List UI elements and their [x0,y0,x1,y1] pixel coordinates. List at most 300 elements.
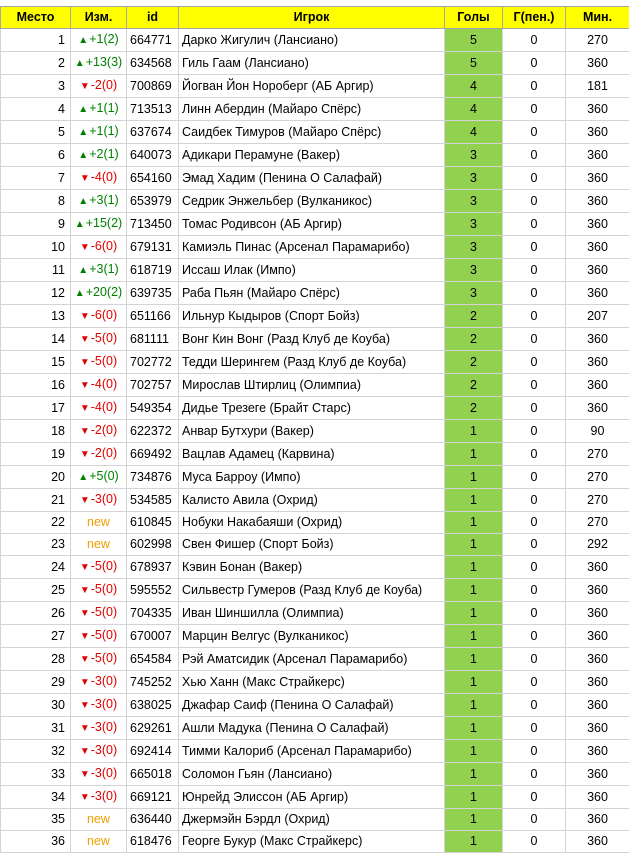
arrow-up-icon: ▲ [78,35,88,46]
id-cell[interactable]: 678937 [127,556,179,579]
player-cell[interactable]: Раба Пьян (Майаро Спёрс) [179,282,445,305]
change-value: -5(0) [91,651,117,665]
id-cell[interactable]: 618476 [127,831,179,853]
change-cell[interactable] [71,236,127,259]
header-id[interactable]: id [127,7,179,29]
player-cell[interactable]: Саидбек Тимуров (Майаро Спёрс) [179,121,445,144]
id-cell[interactable]: 639735 [127,282,179,305]
id-cell[interactable]: 713513 [127,98,179,121]
rank-cell[interactable]: 3 [1,75,71,98]
player-cell[interactable]: Свен Фишер (Спорт Бойз) [179,534,445,556]
change-value: +1(1) [89,101,119,115]
rank-cell[interactable]: 1 [1,29,71,52]
change-value: -5(0) [91,605,117,619]
id-cell[interactable]: 602998 [127,534,179,556]
player-cell[interactable]: Марцин Велгус (Вулканикос) [179,625,445,648]
goals-cell[interactable]: 1 [445,466,503,489]
header-row [1,7,629,29]
penalty-goals-cell[interactable]: 0 [503,282,566,305]
player-cell[interactable]: Камиэль Пинас (Арсенал Парамарибо) [179,236,445,259]
minutes-cell[interactable]: 360 [566,282,629,305]
goals-cell[interactable]: 4 [445,98,503,121]
change-cell[interactable] [71,671,127,694]
rank-cell[interactable]: 34 [1,786,71,809]
goals-cell[interactable]: 1 [445,717,503,740]
goals-cell[interactable]: 2 [445,351,503,374]
penalty-goals-cell[interactable]: 0 [503,648,566,671]
penalty-goals-cell[interactable]: 0 [503,397,566,420]
goals-cell[interactable]: 2 [445,305,503,328]
minutes-cell[interactable]: 360 [566,397,629,420]
table-row [1,98,629,121]
goals-cell[interactable]: 1 [445,786,503,809]
minutes-cell[interactable]: 360 [566,351,629,374]
id-cell[interactable]: 734876 [127,466,179,489]
minutes-cell[interactable]: 360 [566,625,629,648]
id-cell[interactable]: 669492 [127,443,179,466]
change-cell[interactable] [71,351,127,374]
id-cell[interactable]: 638025 [127,694,179,717]
rank-cell[interactable]: 8 [1,190,71,213]
change-cell[interactable] [71,98,127,121]
change-cell[interactable] [71,717,127,740]
goals-cell[interactable]: 1 [445,579,503,602]
change-value: -3(0) [91,720,117,734]
change-value: +1(1) [89,124,119,138]
table-row [1,328,629,351]
change-value: -5(0) [91,331,117,345]
penalty-goals-cell[interactable]: 0 [503,443,566,466]
minutes-cell[interactable]: 360 [566,190,629,213]
minutes-cell[interactable]: 270 [566,489,629,512]
player-cell[interactable]: Нобуки Накабаяши (Охрид) [179,512,445,534]
id-cell[interactable]: 622372 [127,420,179,443]
arrow-up-icon: ▲ [78,196,88,207]
rank-cell[interactable]: 18 [1,420,71,443]
minutes-cell[interactable]: 90 [566,420,629,443]
change-value: -2(0) [91,78,117,92]
change-value: new [87,515,110,529]
header-penalty-goals[interactable]: Г(пен.) [503,7,566,29]
rank-cell[interactable]: 7 [1,167,71,190]
change-cell[interactable] [71,556,127,579]
penalty-goals-cell[interactable]: 0 [503,98,566,121]
rank-cell[interactable]: 31 [1,717,71,740]
minutes-cell[interactable]: 360 [566,648,629,671]
rank-cell[interactable]: 36 [1,831,71,853]
rank-cell[interactable]: 16 [1,374,71,397]
table-row [1,190,629,213]
change-cell[interactable] [71,397,127,420]
penalty-goals-cell[interactable]: 0 [503,602,566,625]
rank-cell[interactable]: 13 [1,305,71,328]
minutes-cell[interactable]: 360 [566,98,629,121]
id-cell[interactable]: 595552 [127,579,179,602]
rank-cell[interactable]: 4 [1,98,71,121]
rank-cell[interactable]: 30 [1,694,71,717]
rank-cell[interactable]: 9 [1,213,71,236]
rank-cell[interactable]: 33 [1,763,71,786]
rank-cell[interactable]: 26 [1,602,71,625]
penalty-goals-cell[interactable]: 0 [503,694,566,717]
id-cell[interactable]: 702772 [127,351,179,374]
change-cell[interactable] [71,305,127,328]
table-row [1,121,629,144]
id-cell[interactable]: 654160 [127,167,179,190]
minutes-cell[interactable]: 292 [566,534,629,556]
penalty-goals-cell[interactable]: 0 [503,52,566,75]
player-cell[interactable]: Георге Букур (Макс Страйкерс) [179,831,445,853]
goals-cell[interactable]: 3 [445,190,503,213]
minutes-cell[interactable]: 360 [566,579,629,602]
arrow-down-icon: ▼ [80,700,90,711]
player-cell[interactable]: Дарко Жигулич (Лансиано) [179,29,445,52]
minutes-cell[interactable]: 360 [566,52,629,75]
rank-cell[interactable]: 22 [1,512,71,534]
minutes-cell[interactable]: 360 [566,259,629,282]
arrow-down-icon: ▼ [80,173,90,184]
table-row [1,512,629,534]
minutes-cell[interactable]: 360 [566,831,629,853]
id-cell[interactable]: 618719 [127,259,179,282]
header-rank[interactable]: Место [1,7,71,29]
goals-cell[interactable]: 1 [445,740,503,763]
arrow-up-icon: ▲ [78,265,88,276]
header-change[interactable]: Изм. [71,7,127,29]
arrow-down-icon: ▼ [80,769,90,780]
arrow-up-icon: ▲ [75,219,85,230]
change-cell[interactable] [71,602,127,625]
change-value: -4(0) [91,170,117,184]
player-cell[interactable]: Рэй Аматсидик (Арсенал Парамарибо) [179,648,445,671]
minutes-cell[interactable]: 270 [566,443,629,466]
minutes-cell[interactable]: 360 [566,121,629,144]
penalty-goals-cell[interactable]: 0 [503,167,566,190]
id-cell[interactable]: 640073 [127,144,179,167]
header-minutes[interactable]: Мин. [566,7,629,29]
minutes-cell[interactable]: 360 [566,740,629,763]
player-cell[interactable]: Анвар Бутхури (Вакер) [179,420,445,443]
player-cell[interactable]: Ашли Мадука (Пенина О Салафай) [179,717,445,740]
rank-cell[interactable]: 12 [1,282,71,305]
minutes-cell[interactable]: 360 [566,694,629,717]
minutes-cell[interactable]: 360 [566,809,629,831]
penalty-goals-cell[interactable]: 0 [503,144,566,167]
player-cell[interactable]: Соломон Гьян (Лансиано) [179,763,445,786]
player-cell[interactable]: Джафар Саиф (Пенина О Салафай) [179,694,445,717]
player-cell[interactable]: Седрик Энжельбер (Вулканикос) [179,190,445,213]
minutes-cell[interactable]: 270 [566,29,629,52]
penalty-goals-cell[interactable]: 0 [503,236,566,259]
player-cell[interactable]: Джермэйн Бэрдл (Охрид) [179,809,445,831]
rank-cell[interactable]: 15 [1,351,71,374]
minutes-cell[interactable]: 360 [566,167,629,190]
header-goals[interactable]: Голы [445,7,503,29]
minutes-cell[interactable]: 207 [566,305,629,328]
id-cell[interactable]: 669121 [127,786,179,809]
id-cell[interactable]: 713450 [127,213,179,236]
rank-cell[interactable]: 27 [1,625,71,648]
change-cell[interactable] [71,625,127,648]
penalty-goals-cell[interactable]: 0 [503,489,566,512]
change-cell[interactable] [71,648,127,671]
goals-cell[interactable]: 2 [445,328,503,351]
rank-cell[interactable]: 28 [1,648,71,671]
rank-cell[interactable]: 29 [1,671,71,694]
player-cell[interactable]: Дидье Трезеге (Брайт Старс) [179,397,445,420]
header-player[interactable]: Игрок [179,7,445,29]
rank-cell[interactable]: 6 [1,144,71,167]
goals-cell[interactable]: 1 [445,512,503,534]
change-cell[interactable] [71,144,127,167]
minutes-cell[interactable]: 360 [566,374,629,397]
player-cell[interactable]: Томас Родивсон (АБ Аргир) [179,213,445,236]
table-row [1,29,629,52]
goals-cell[interactable]: 1 [445,556,503,579]
id-cell[interactable]: 745252 [127,671,179,694]
change-cell[interactable] [71,190,127,213]
change-cell[interactable] [71,809,127,831]
player-cell[interactable]: Иссаш Илак (Импо) [179,259,445,282]
player-cell[interactable]: Тимми Калориб (Арсенал Парамарибо) [179,740,445,763]
penalty-goals-cell[interactable]: 0 [503,420,566,443]
minutes-cell[interactable]: 360 [566,786,629,809]
table-row [1,602,629,625]
player-cell[interactable]: Муса Барроу (Импо) [179,466,445,489]
rank-cell[interactable]: 2 [1,52,71,75]
penalty-goals-cell[interactable]: 0 [503,671,566,694]
penalty-goals-cell[interactable]: 0 [503,534,566,556]
player-cell[interactable]: Линн Абердин (Майаро Спёрс) [179,98,445,121]
penalty-goals-cell[interactable]: 0 [503,351,566,374]
rank-cell[interactable]: 5 [1,121,71,144]
player-cell[interactable]: Кэвин Бонан (Вакер) [179,556,445,579]
goals-cell[interactable]: 1 [445,809,503,831]
change-cell[interactable] [71,786,127,809]
player-cell[interactable]: Сильвестр Гумеров (Разд Клуб де Коуба) [179,579,445,602]
goals-cell[interactable]: 1 [445,625,503,648]
penalty-goals-cell[interactable]: 0 [503,75,566,98]
penalty-goals-cell[interactable]: 0 [503,579,566,602]
change-cell[interactable] [71,694,127,717]
goals-cell[interactable]: 2 [445,397,503,420]
id-cell[interactable]: 679131 [127,236,179,259]
change-cell[interactable] [71,420,127,443]
goals-cell[interactable]: 3 [445,236,503,259]
goals-cell[interactable]: 1 [445,602,503,625]
minutes-cell[interactable]: 360 [566,236,629,259]
player-cell[interactable]: Калисто Авила (Охрид) [179,489,445,512]
id-cell[interactable]: 549354 [127,397,179,420]
rank-cell[interactable]: 11 [1,259,71,282]
player-cell[interactable]: Иван Шиншилла (Олимпиа) [179,602,445,625]
player-cell[interactable]: Эмад Хадим (Пенина О Салафай) [179,167,445,190]
goals-cell[interactable]: 3 [445,167,503,190]
change-cell[interactable] [71,579,127,602]
rank-cell[interactable]: 20 [1,466,71,489]
id-cell[interactable]: 636440 [127,809,179,831]
rank-cell[interactable]: 17 [1,397,71,420]
change-cell[interactable] [71,167,127,190]
id-cell[interactable]: 653979 [127,190,179,213]
player-cell[interactable]: Вацлав Адамец (Карвина) [179,443,445,466]
goals-cell[interactable]: 4 [445,75,503,98]
minutes-cell[interactable]: 360 [566,556,629,579]
goals-cell[interactable]: 5 [445,52,503,75]
id-cell[interactable]: 629261 [127,717,179,740]
player-cell[interactable]: Ильнур Кыдыров (Спорт Бойз) [179,305,445,328]
id-cell[interactable]: 700869 [127,75,179,98]
goals-cell[interactable]: 5 [445,29,503,52]
table-row [1,831,629,853]
minutes-cell[interactable]: 360 [566,602,629,625]
id-cell[interactable]: 665018 [127,763,179,786]
id-cell[interactable]: 692414 [127,740,179,763]
goals-cell[interactable]: 1 [445,534,503,556]
id-cell[interactable]: 704335 [127,602,179,625]
change-cell[interactable] [71,29,127,52]
table-row [1,305,629,328]
rank-cell[interactable]: 32 [1,740,71,763]
change-value: -5(0) [91,582,117,596]
top-scorers-table [0,6,629,853]
penalty-goals-cell[interactable]: 0 [503,717,566,740]
rank-cell[interactable]: 35 [1,809,71,831]
goals-cell[interactable]: 3 [445,259,503,282]
goals-cell[interactable]: 4 [445,121,503,144]
goals-cell[interactable]: 1 [445,763,503,786]
penalty-goals-cell[interactable]: 0 [503,809,566,831]
penalty-goals-cell[interactable]: 0 [503,831,566,853]
arrow-down-icon: ▼ [80,631,90,642]
goals-cell[interactable]: 1 [445,648,503,671]
minutes-cell[interactable]: 270 [566,466,629,489]
penalty-goals-cell[interactable]: 0 [503,328,566,351]
penalty-goals-cell[interactable]: 0 [503,786,566,809]
id-cell[interactable]: 670007 [127,625,179,648]
minutes-cell[interactable]: 270 [566,512,629,534]
penalty-goals-cell[interactable]: 0 [503,305,566,328]
minutes-cell[interactable]: 360 [566,717,629,740]
penalty-goals-cell[interactable]: 0 [503,625,566,648]
change-cell[interactable] [71,121,127,144]
id-cell[interactable]: 651166 [127,305,179,328]
player-cell[interactable]: Хью Ханн (Макс Страйкерс) [179,671,445,694]
id-cell[interactable]: 664771 [127,29,179,52]
change-cell[interactable] [71,374,127,397]
rank-cell[interactable]: 23 [1,534,71,556]
id-cell[interactable]: 637674 [127,121,179,144]
player-cell[interactable]: Юнрейд Элиссон (АБ Аргир) [179,786,445,809]
goals-cell[interactable]: 1 [445,420,503,443]
arrow-up-icon: ▲ [78,127,88,138]
goals-cell[interactable]: 1 [445,443,503,466]
player-cell[interactable]: Йогван Йон Норoберг (АБ Аргир) [179,75,445,98]
arrow-down-icon: ▼ [80,449,90,460]
goals-cell[interactable]: 3 [445,144,503,167]
penalty-goals-cell[interactable]: 0 [503,29,566,52]
change-cell[interactable] [71,282,127,305]
rank-cell[interactable]: 21 [1,489,71,512]
id-cell[interactable]: 610845 [127,512,179,534]
goals-cell[interactable]: 1 [445,671,503,694]
arrow-down-icon: ▼ [80,746,90,757]
penalty-goals-cell[interactable]: 0 [503,213,566,236]
penalty-goals-cell[interactable]: 0 [503,512,566,534]
arrow-down-icon: ▼ [80,426,90,437]
minutes-cell[interactable]: 360 [566,144,629,167]
rank-cell[interactable]: 19 [1,443,71,466]
player-cell[interactable]: Мирослав Штирлиц (Олимпиа) [179,374,445,397]
change-value: new [87,537,110,551]
id-cell[interactable]: 534585 [127,489,179,512]
id-cell[interactable]: 634568 [127,52,179,75]
minutes-cell[interactable]: 360 [566,671,629,694]
penalty-goals-cell[interactable]: 0 [503,763,566,786]
player-cell[interactable]: Гиль Гаам (Лансиано) [179,52,445,75]
player-cell[interactable]: Тедди Шерингем (Разд Клуб де Коуба) [179,351,445,374]
change-value: -4(0) [91,377,117,391]
change-cell[interactable] [71,52,127,75]
minutes-cell[interactable]: 181 [566,75,629,98]
change-cell[interactable] [71,328,127,351]
id-cell[interactable]: 681111 [127,328,179,351]
table-row [1,648,629,671]
penalty-goals-cell[interactable]: 0 [503,374,566,397]
table-row [1,556,629,579]
rank-cell[interactable]: 14 [1,328,71,351]
change-cell[interactable] [71,512,127,534]
change-cell[interactable] [71,489,127,512]
penalty-goals-cell[interactable]: 0 [503,556,566,579]
penalty-goals-cell[interactable]: 0 [503,190,566,213]
change-cell[interactable] [71,213,127,236]
goals-cell[interactable]: 2 [445,374,503,397]
table-row [1,282,629,305]
goals-cell[interactable]: 1 [445,831,503,853]
penalty-goals-cell[interactable]: 0 [503,259,566,282]
player-cell[interactable]: Вонг Кин Вонг (Разд Клуб де Коуба) [179,328,445,351]
table-row [1,167,629,190]
arrow-down-icon: ▼ [80,677,90,688]
goals-cell[interactable]: 3 [445,282,503,305]
id-cell[interactable]: 654584 [127,648,179,671]
minutes-cell[interactable]: 360 [566,328,629,351]
goals-cell[interactable]: 1 [445,489,503,512]
rank-cell[interactable]: 24 [1,556,71,579]
table-row [1,625,629,648]
rank-cell[interactable]: 25 [1,579,71,602]
change-cell[interactable] [71,443,127,466]
change-cell[interactable] [71,75,127,98]
penalty-goals-cell[interactable]: 0 [503,740,566,763]
penalty-goals-cell[interactable]: 0 [503,466,566,489]
minutes-cell[interactable]: 360 [566,213,629,236]
rank-cell[interactable]: 10 [1,236,71,259]
change-cell[interactable] [71,259,127,282]
change-cell[interactable] [71,763,127,786]
goals-cell[interactable]: 1 [445,694,503,717]
player-cell[interactable]: Адикари Перамуне (Вакер) [179,144,445,167]
id-cell[interactable]: 702757 [127,374,179,397]
change-cell[interactable] [71,740,127,763]
goals-cell[interactable]: 3 [445,213,503,236]
change-cell[interactable] [71,831,127,853]
change-cell[interactable] [71,466,127,489]
minutes-cell[interactable]: 360 [566,763,629,786]
penalty-goals-cell[interactable]: 0 [503,121,566,144]
change-cell[interactable] [71,534,127,556]
